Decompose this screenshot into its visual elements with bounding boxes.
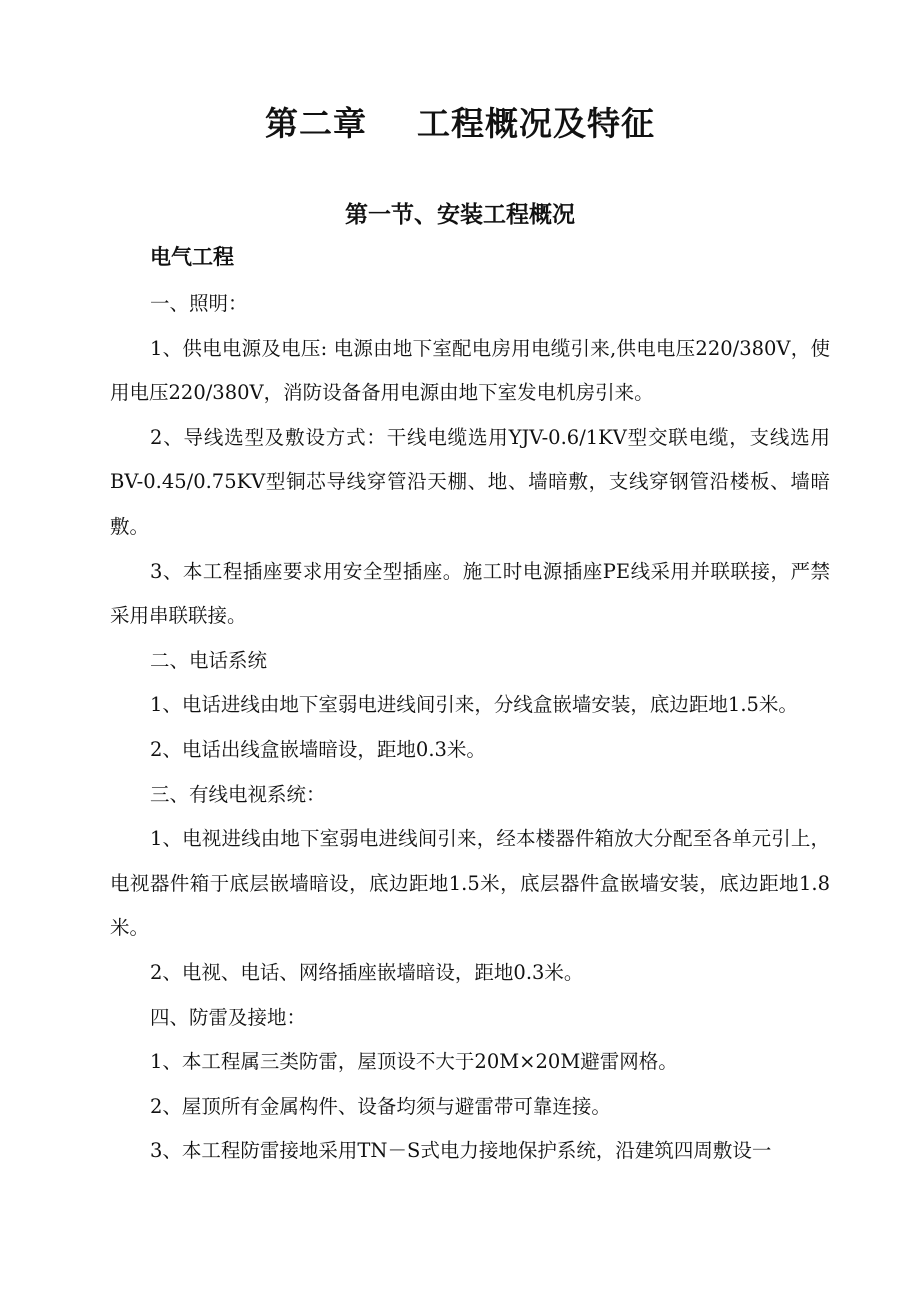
paragraph: 1、电视进线由地下室弱电进线间引来，经本楼器件箱放大分配至各单元引上，电视器件箱于底层嵌墙暗设，底边距地1.5米，底层器件盒嵌墙安装，底边距地1.8米。	[110, 827, 830, 940]
paragraph: 1、供电电源及电压: 电源由地下室配电房用电缆引来,供电电压220/380V，使用电压220/380V，消防设备备用电源由地下室发电机房引来。	[110, 336, 830, 405]
paragraph-lighting-heading: 一、照明：	[150, 292, 248, 315]
paragraph: 1、本工程属三类防雷，屋顶设不大于20M×20M避雷网格。	[150, 1050, 678, 1074]
paragraph: 1、电话进线由地下室弱电进线间引来，分线盒嵌墙安装，底边距地1.5米。	[150, 693, 798, 717]
paragraph-lightning-grounding-heading: 四、防雷及接地：	[150, 1005, 307, 1029]
paragraph: 2、电话出线盒嵌墙暗设，距地0.3米。	[150, 737, 486, 761]
paragraph: 3、本工程插座要求用安全型插座。施工时电源插座PE线采用并联联接，严禁采用串联联接。	[110, 559, 830, 628]
paragraph: 2、导线选型及敷设方式：干线电缆选用YJV-0.6/1KV型交联电缆，支线选用BV-0.45/0.75KV型铜芯导线穿管沿天棚、地、墙暗敷，支线穿钢管沿楼板、墙暗敷。	[110, 425, 830, 538]
body-text	[110, 282, 830, 1174]
paragraph-telephone-heading: 二、电话系统	[150, 648, 268, 672]
paragraph: 2、电视、电话、网络插座嵌墙暗设，距地0.3米。	[150, 960, 584, 984]
paragraph: 2、屋顶所有金属构件、设备均须与避雷带可靠连接。	[150, 1094, 611, 1118]
paragraph: 3、本工程防雷接地采用TN－S式电力接地保护系统，沿建筑四周敷设一	[150, 1139, 772, 1163]
paragraph-cable-tv-heading: 三、有线电视系统：	[150, 782, 326, 806]
chapter-title: 第二章 工程概况及特征	[265, 104, 655, 143]
subsection-title: 电气工程	[150, 245, 234, 269]
section-title: 第一节、安装工程概况	[345, 202, 575, 228]
